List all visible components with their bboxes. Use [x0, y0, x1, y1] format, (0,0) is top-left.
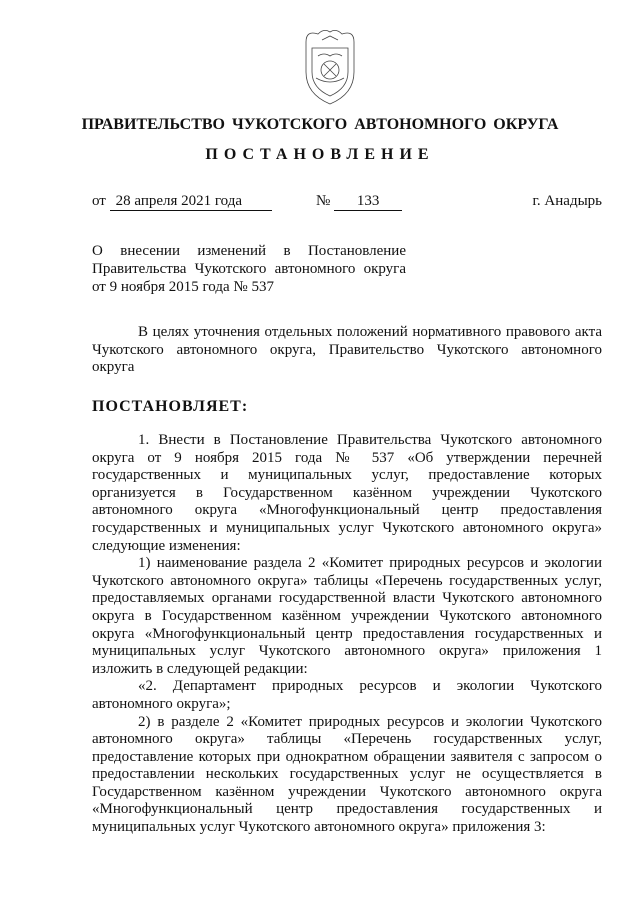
government-title: ПРАВИТЕЛЬСТВО ЧУКОТСКОГО АВТОНОМНОГО ОКРУГА [81, 116, 559, 133]
subject-line: от 9 ноября 2015 года № 537 [92, 279, 274, 295]
document-subject [92, 242, 406, 296]
ordains-heading: ПОСТАНОВЛЯЕТ: [92, 398, 249, 415]
preamble-text: В целях уточнения отдельных положений нормативного правового акта Чукотского автономного округа, Правительство Чукотского автономного округа [92, 324, 602, 376]
number-value: 133 [334, 192, 402, 211]
document-number [316, 192, 402, 211]
subject-line: Правительства Чукотского автономного округа [92, 261, 406, 277]
decree-body [92, 432, 602, 837]
paragraph: 1) наименование раздела 2 «Комитет природных ресурсов и экологии Чукотского автономного округа» таблицы «Перечень государственных услуг, предоставляемых органами государственной власти Чукотского автономного округа в Государственном казённом учреждении Чукотского автономного округа «Многофункциональный центр предоставления государственных и муниципальных услуг Чукотского автономного округа» приложения 1 изложить в следующей редакции: [92, 555, 602, 677]
coat-of-arms-icon [300, 26, 360, 108]
date-prefix: от [92, 193, 106, 209]
subject-line: О внесении изменений в Постановление [92, 243, 406, 259]
number-prefix: № [316, 193, 331, 209]
date-value: 28 апреля 2021 года [110, 192, 272, 211]
paragraph: 1. Внести в Постановление Правительства Чукотского автономного округа от 9 ноября 2015 года № 537 «Об утверждении перечней государственных и муниципальных услуг, предоставление которых организуется в Государственном казённом учреждении Чукотского автономного округа «Многофункциональный центр предоставления государственных и муниципальных услуг Чукотского автономного округа» следующие изменения: [92, 432, 602, 554]
document-date [92, 192, 272, 211]
preamble [92, 324, 602, 377]
paragraph: «2. Департамент природных ресурсов и экологии Чукотского автономного округа»; [92, 678, 602, 712]
document-type: ПОСТАНОВЛЕНИЕ [205, 146, 435, 163]
city: г. Анадырь [532, 193, 602, 209]
paragraph: 2) в разделе 2 «Комитет природных ресурсов и экологии Чукотского автономного округа» таблицы «Перечень государственных услуг, предоставление которых при однократном обращении заявителя с запросом о предоставлении нескольких государственных услуг не осуществляется в Государственном казённом учреждении Чукотского автономного округа «Многофункциональный центр предоставления государственных и муниципальных услуг Чукотского автономного округа» приложения 3: [92, 713, 602, 836]
